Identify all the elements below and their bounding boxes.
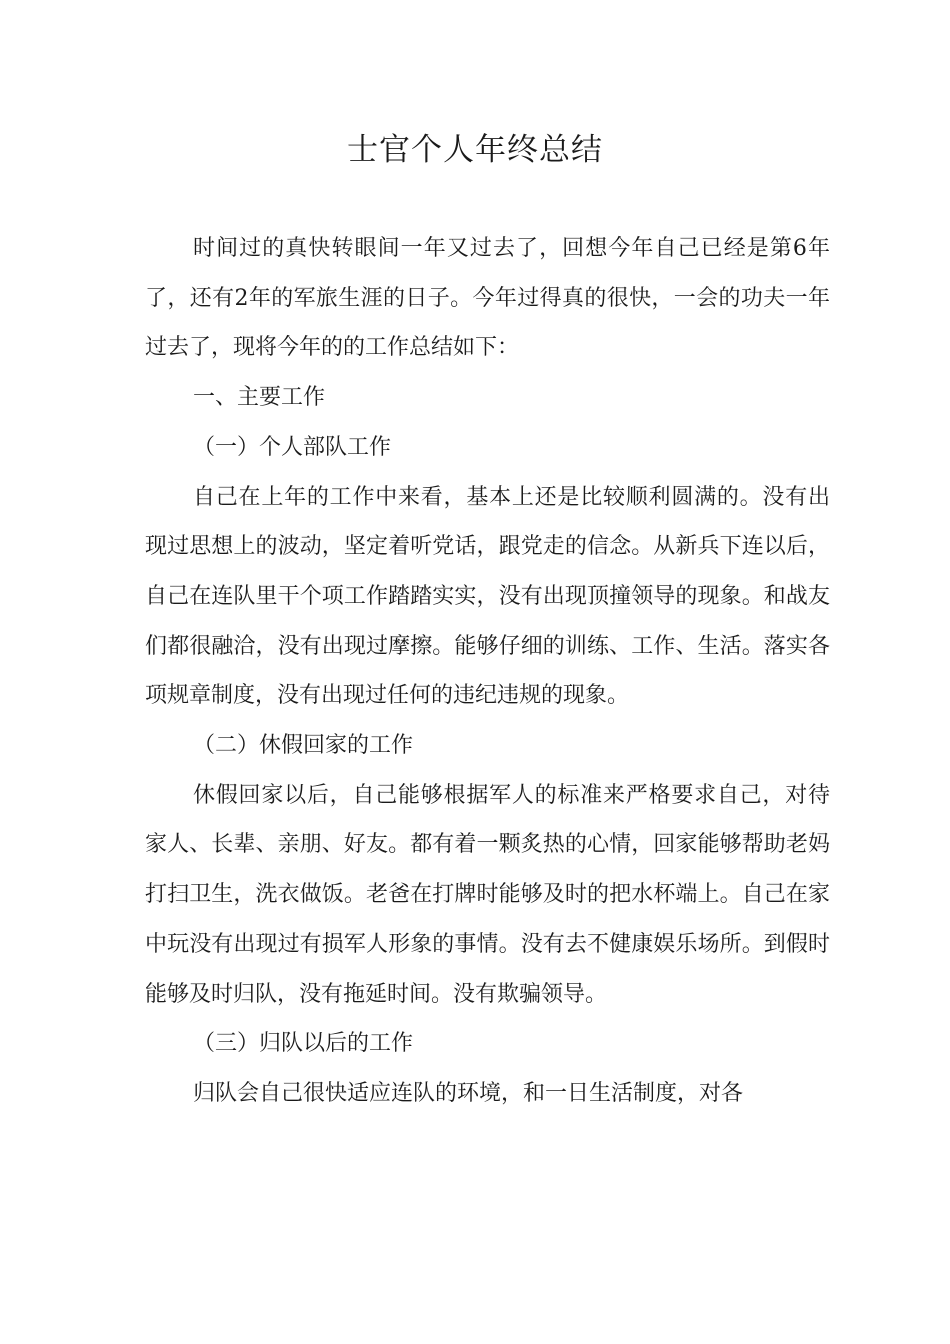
return-work-paragraph: 归队会自己很快适应连队的环境，和一日生活制度，对各 <box>193 1080 744 1106</box>
unit-work-paragraph: 自己在上年的工作中来看，基本上还是比较顺利圆满的。没有出现过思想上的波动，坚定着听党话，跟党走的信念。从新兵下连以后，自己在连队里干个项工作踏踏实实，没有出现顶撞领导的现象。和战友们都很融洽，没有出现过摩擦。能够仔细的训练、工作、生活。落实各项规章制度，没有出现过任何的违纪违规的现象。 <box>145 484 830 709</box>
subsection-heading-unit-work: （一）个人部队工作 <box>193 434 392 460</box>
document-body <box>145 224 830 1119</box>
leave-work-paragraph: 休假回家以后，自己能够根据军人的标准来严格要求自己，对待家人、长辈、亲朋、好友。都有着一颗炙热的心情，回家能够帮助老妈打扫卫生，洗衣做饭。老爸在打牌时能够及时的把水杯端上。自己在家中玩没有出现过有损军人形象的事情。没有去不健康娱乐场所。到假时能够及时归队，没有拖延时间。没有欺骗领导。 <box>145 782 830 1007</box>
subsection-heading-return-work: （三）归队以后的工作 <box>193 1031 414 1057</box>
subsection-heading-leave-work: （二）休假回家的工作 <box>193 733 414 759</box>
section-heading-main-work: 一、主要工作 <box>193 385 326 411</box>
document-title: 士官个人年终总结 <box>347 132 603 168</box>
intro-paragraph: 时间过的真快转眼间一年又过去了，回想今年自己已经是第6年了，还有2年的军旅生涯的日子。今年过得真的很快，一会的功夫一年过去了，现将今年的的工作总结如下： <box>145 236 830 361</box>
